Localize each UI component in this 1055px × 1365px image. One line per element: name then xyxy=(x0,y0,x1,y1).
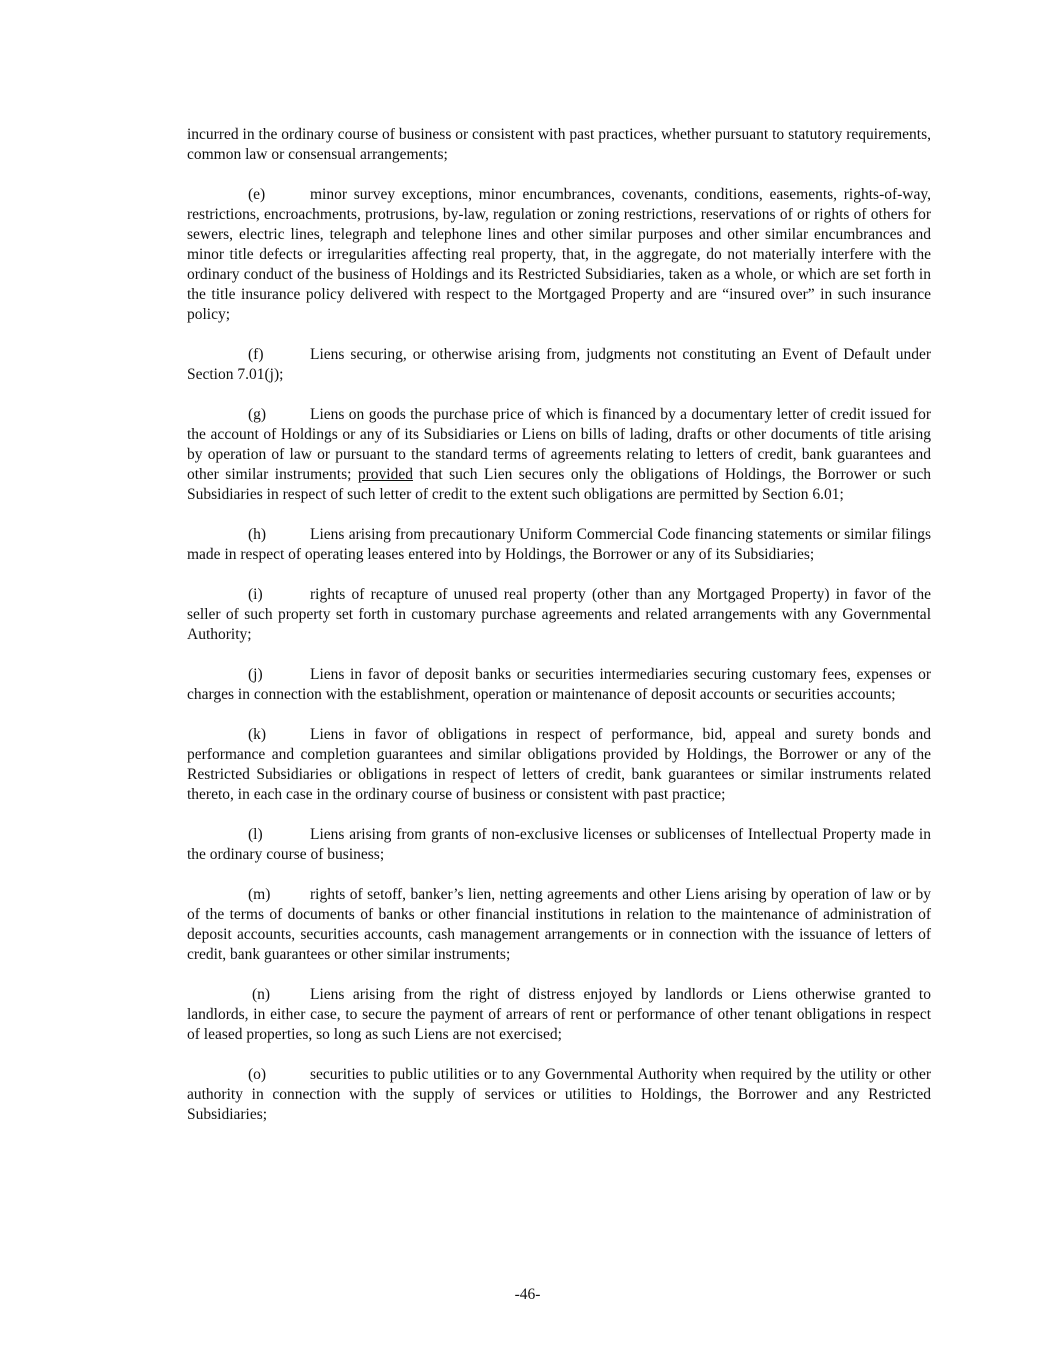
page-number: -46- xyxy=(514,1286,541,1303)
item-text-continued: that such Lien secures only the obligations of Holdings, the Borrower or such Subsidiaries in respect of such letter of credit to the extent such obligations are permitted by Section 6.01; xyxy=(187,466,931,503)
item-text: Liens arising from grants of non-exclusive licenses or sublicenses of Intellectual Property made in the ordinary course of business; xyxy=(187,826,931,863)
item-h xyxy=(187,525,931,565)
item-label: (g) xyxy=(248,406,267,423)
item-label: (e) xyxy=(248,186,266,203)
item-label: (h) xyxy=(248,526,267,543)
item-o xyxy=(187,1065,931,1125)
item-label: (l) xyxy=(248,826,263,843)
provided-underlined: provided xyxy=(357,466,413,483)
item-text: securities to public utilities or to any Governmental Authority when required by the utility or other authority in connection with the supply of services or utilities to Holdings, the Borrower and any Restricted Subsidiaries; xyxy=(187,1066,931,1123)
item-label: (j) xyxy=(248,666,263,683)
item-text: Liens securing, or otherwise arising from, judgments not constituting an Event of Default under Section 7.01(j); xyxy=(187,346,931,383)
item-text: Liens on goods the purchase price of which is financed by a documentary letter of credit issued for the account of Holdings or any of its Subsidiaries or Liens on bills of lading, drafts or other documents of title arising by operation of law or pursuant to the standard terms of agreements relating to letters of credit, bank guarantees and other similar instruments; xyxy=(187,406,931,483)
item-label: (n) xyxy=(252,986,271,1003)
item-k xyxy=(187,725,931,805)
item-label: (i) xyxy=(248,586,263,603)
item-text: Liens arising from the right of distress enjoyed by landlords or Liens otherwise granted to landlords, in either case, to secure the payment of arrears of rent or performance of other tenant obligations in respect of leased properties, so long as such Liens are not exercised; xyxy=(187,986,931,1043)
item-text: Liens in favor of obligations in respect of performance, bid, appeal and surety bonds and performance and completion guarantees and similar obligations provided by Holdings, the Borrower or any of the Restricted Subsidiaries or obligations in respect of letters of credit, bank guarantees or similar instruments related thereto, in each case in the ordinary course of business or consistent with past practice; xyxy=(187,726,931,803)
intro-paragraph xyxy=(187,125,931,165)
item-m xyxy=(187,885,931,965)
item-f xyxy=(187,345,931,385)
item-e xyxy=(187,185,931,325)
item-label: (k) xyxy=(248,726,267,743)
item-text: Liens arising from precautionary Uniform Commercial Code financing statements or similar filings made in respect of operating leases entered into by Holdings, the Borrower or any of its Subsidiaries; xyxy=(187,526,931,563)
item-text: rights of setoff, banker’s lien, netting agreements and other Liens arising by operation of law or by of the terms of documents of banks or other financial institutions in relation to the maintenance of administration of deposit accounts, securities accounts, cash management arrangements or in connection with the issuance of letters of credit, bank guarantees or other similar instruments; xyxy=(187,886,931,963)
item-j xyxy=(187,665,931,705)
document-body xyxy=(187,125,931,1125)
item-n xyxy=(187,985,931,1045)
item-text: minor survey exceptions, minor encumbrances, covenants, conditions, easements, rights-of-way, restrictions, encroachments, protrusions, by-law, regulation or zoning restrictions, reservations of or rights of others for sewers, electric lines, telegraph and telephone lines and other similar purposes and other similar encumbrances and minor title defects or irregularities affecting real property, that, in the aggregate, do not materially interfere with the ordinary conduct of the business of Holdings and its Restricted Subsidiaries, taken as a whole, or which are set forth in the title insurance policy delivered with respect to the Mortgaged Property and are “insured over” in such insurance policy; xyxy=(187,186,931,323)
item-l xyxy=(187,825,931,865)
intro-text: incurred in the ordinary course of business or consistent with past practices, whether pursuant to statutory requirements, common law or consensual arrangements; xyxy=(187,126,931,163)
item-label: (m) xyxy=(248,886,271,903)
item-text: rights of recapture of unused real property (other than any Mortgaged Property) in favor of the seller of such property set forth in customary purchase agreements and related arrangements with any Governmental Authority; xyxy=(187,586,931,643)
item-label: (f) xyxy=(248,346,264,363)
item-g xyxy=(187,405,931,505)
item-i xyxy=(187,585,931,645)
item-label: (o) xyxy=(248,1066,267,1083)
item-text: Liens in favor of deposit banks or securities intermediaries securing customary fees, expenses or charges in connection with the establishment, operation or maintenance of deposit accounts or securities accounts; xyxy=(187,666,931,703)
